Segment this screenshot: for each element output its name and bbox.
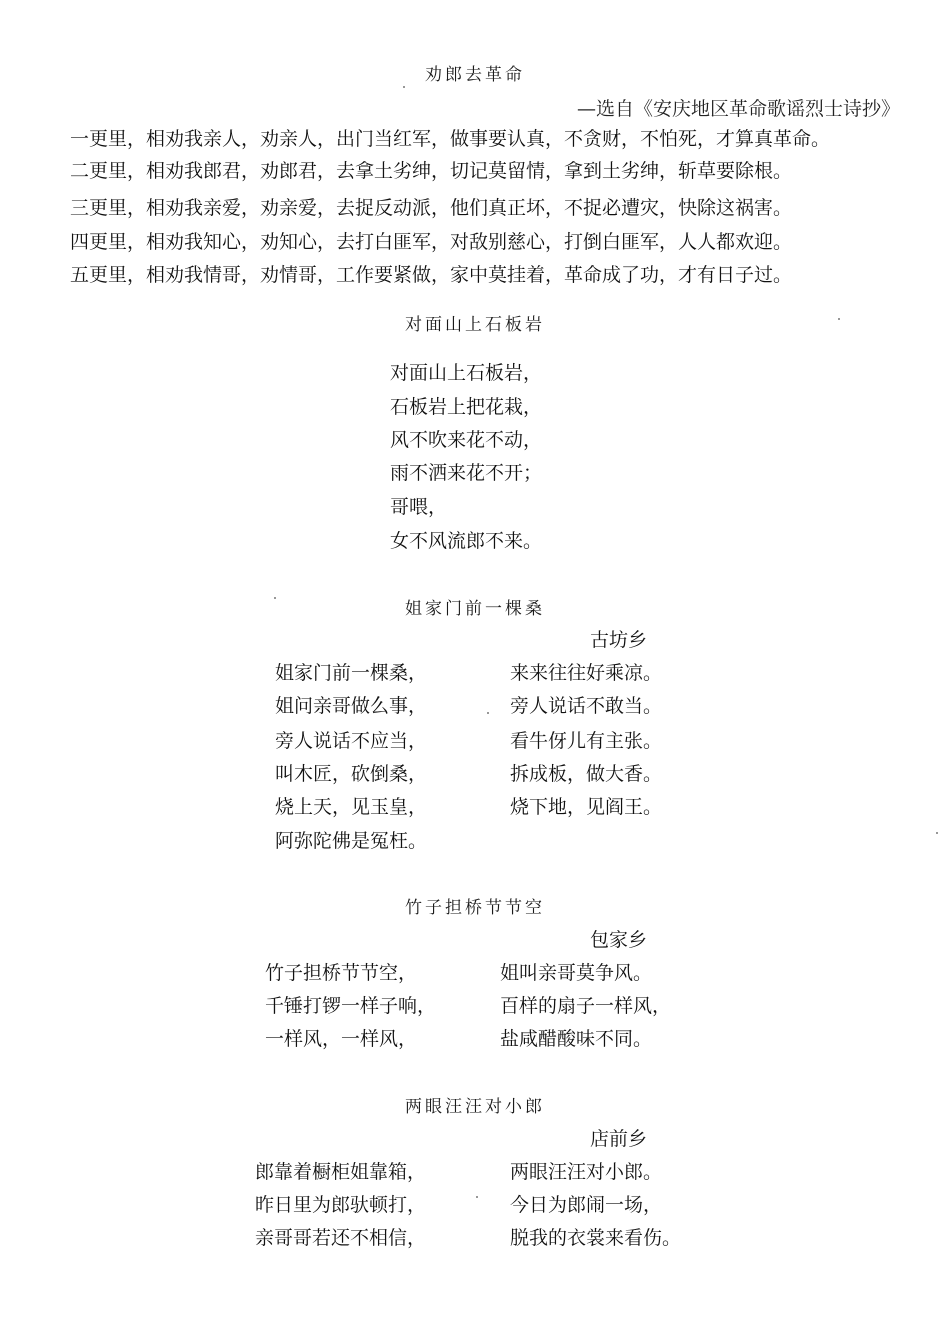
song5-right-line: 两眼汪汪对小郎。 xyxy=(510,1161,663,1183)
song4-left-line: 竹子担桥节节空， xyxy=(265,962,418,984)
song2-title: 对面山上石板岩 xyxy=(405,315,545,335)
song3-left-line: 烧上天，见玉皇， xyxy=(275,796,428,818)
scan-speck xyxy=(403,86,405,88)
song5-right-line: 今日为郎闹一场， xyxy=(510,1194,663,1216)
song3-left-line: 姐家门前一棵桑， xyxy=(275,662,428,684)
song5-left-line: 郎靠着橱柜姐靠箱， xyxy=(255,1161,427,1183)
song1-line: 五更里，相劝我情哥，劝情哥，工作要紧做，家中莫挂着，革命成了功，才有日子过。 xyxy=(70,264,793,286)
scan-speck xyxy=(838,318,840,320)
song2-line: 对面山上石板岩， xyxy=(390,362,543,384)
song2-line: 哥喂， xyxy=(390,496,448,518)
song3-right-line: 来来往往好乘凉。 xyxy=(510,662,663,684)
song1-line: 一更里，相劝我亲人，劝亲人，出门当红军，做事要认真，不贪财，不怕死，才算真革命。 xyxy=(70,128,831,150)
song2-line: 石板岩上把花栽， xyxy=(390,396,543,418)
song3-title: 姐家门前一棵桑 xyxy=(405,599,545,619)
song2-line: 风不吹来花不动， xyxy=(390,429,543,451)
song1-source: —选自《安庆地区革命歌谣烈士诗抄》 xyxy=(576,98,900,120)
scan-speck xyxy=(274,597,276,599)
song4-right-line: 姐叫亲哥莫争风。 xyxy=(500,962,653,984)
scan-speck xyxy=(487,712,489,714)
song2-line: 女不风流郎不来。 xyxy=(390,530,543,552)
song1-line: 四更里，相劝我知心，劝知心，去打白匪军，对敌别慈心，打倒白匪军，人人都欢迎。 xyxy=(70,231,793,253)
song5-left-line: 亲哥哥若还不相信， xyxy=(255,1227,427,1249)
song5-right-line: 脱我的衣裳来看伤。 xyxy=(510,1227,682,1249)
song5-left-line: 昨日里为郎驮顿打， xyxy=(255,1194,427,1216)
song3-left-line: 阿弥陀佛是冤枉。 xyxy=(275,830,428,852)
song3-place: 古坊乡 xyxy=(590,629,648,651)
song3-right-line: 烧下地，见阎王。 xyxy=(510,796,663,818)
song2-line: 雨不洒来花不开； xyxy=(390,462,543,484)
song3-right-line: 看牛伢儿有主张。 xyxy=(510,730,663,752)
song4-left-line: 一样风，一样风， xyxy=(265,1028,418,1050)
song3-right-line: 拆成板，做大香。 xyxy=(510,763,663,785)
scan-speck xyxy=(476,1196,478,1198)
song4-title: 竹子担桥节节空 xyxy=(405,898,545,918)
song3-left-line: 旁人说话不应当， xyxy=(275,730,428,752)
song4-right-line: 盐咸醋酸味不同。 xyxy=(500,1028,653,1050)
song5-place: 店前乡 xyxy=(590,1128,648,1150)
song1-line: 三更里，相劝我亲爱，劝亲爱，去捉反动派，他们真正坏，不捉必遭灾，快除这祸害。 xyxy=(70,197,793,219)
song4-right-line: 百样的扇子一样风， xyxy=(500,995,672,1017)
song1-title: 劝郎去革命 xyxy=(425,65,525,85)
song1-line: 二更里，相劝我郎君，劝郎君，去拿土劣绅，切记莫留情，拿到土劣绅，斩草要除根。 xyxy=(70,160,793,182)
song4-place: 包家乡 xyxy=(590,929,648,951)
song4-left-line: 千锤打锣一样子响， xyxy=(265,995,437,1017)
scan-speck xyxy=(936,832,938,834)
song3-left-line: 姐问亲哥做么事， xyxy=(275,695,428,717)
song3-right-line: 旁人说话不敢当。 xyxy=(510,695,663,717)
song5-title: 两眼汪汪对小郎 xyxy=(405,1097,545,1117)
song3-left-line: 叫木匠，砍倒桑， xyxy=(275,763,428,785)
